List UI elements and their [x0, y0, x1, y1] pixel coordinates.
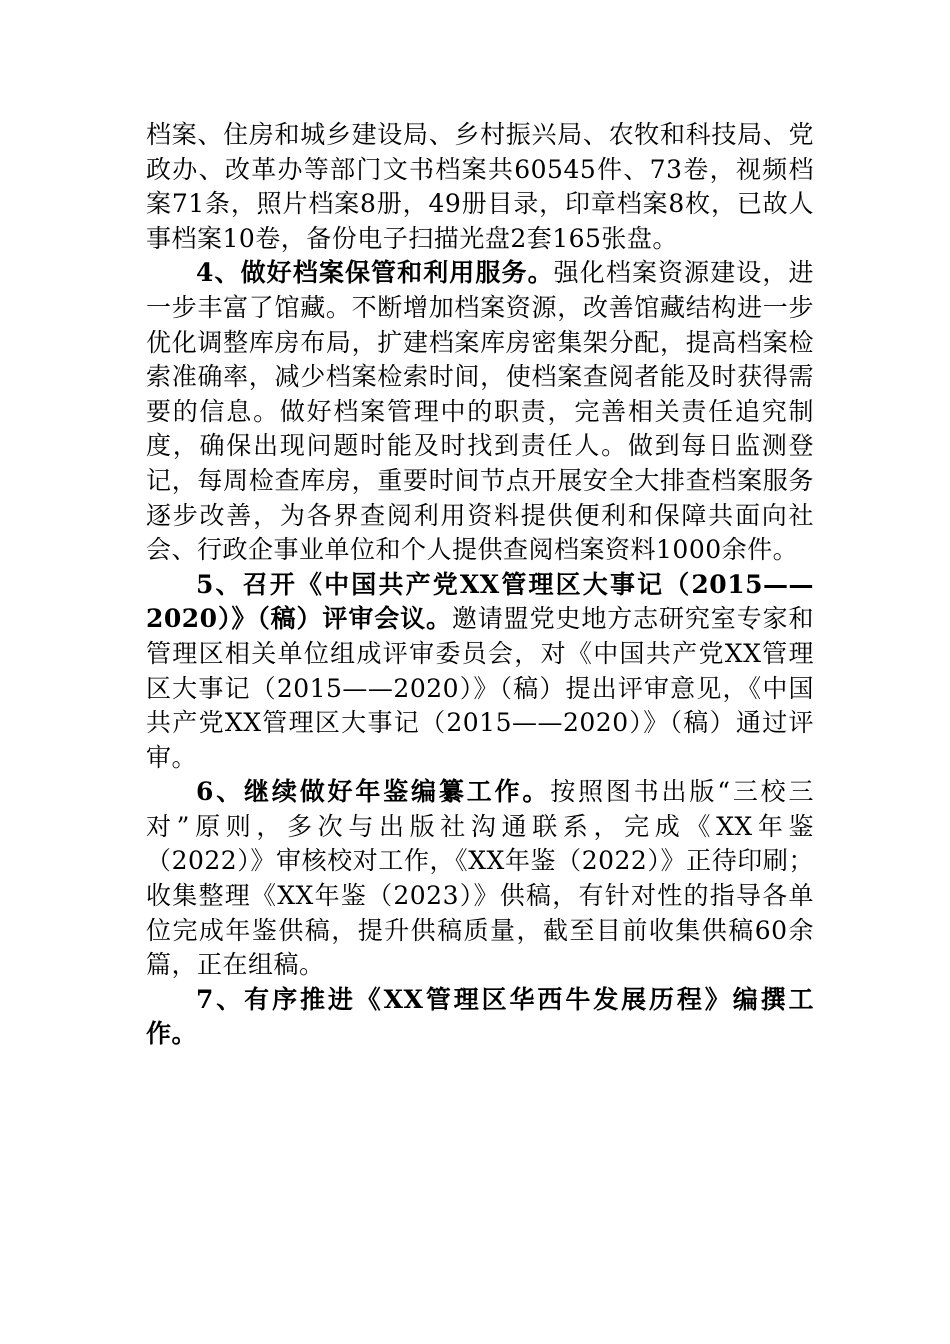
paragraph-archive-summary: [146, 118, 814, 256]
paragraph-text: 按照图书出版“三校三对”原则，多次与出版社沟通联系，完成《XX年鉴（2022）》审核校对工作，《XX年鉴（2022）》正待印刷；收集整理《XX年鉴（2023）》供稿，有针对性的指导各单位完成年鉴供稿，提升供稿质量，截至目前收集供稿60余篇，正在组稿。: [146, 777, 814, 980]
paragraph-text: 强化档案资源建设，进一步丰富了馆藏。不断增加档案资源，改善馆藏结构进一步优化调整库房布局，扩建档案库房密集架分配，提高档案检索准确率，减少档案检索时间，使档案查阅者能及时获得需要的信息。做好档案管理中的职责，完善相关责任追究制度，确保出现问题时能及时找到责任人。做到每日监测登记，每周检查库房，重要时间节点开展安全大排查档案服务逐步改善，为各界查阅利用资料提供便利和保障共面向社会、行政企事业单位和个人提供查阅档案资料1000余件。: [146, 258, 814, 565]
paragraph-text: 邀请盟党史地方志研究室专家和管理区相关单位组成评审委员会，对《中国共产党XX管理区大事记（2015——2020）》（稿）提出评审意见，《中国共产党XX管理区大事记（2015——2020）》（稿）通过评审。: [146, 604, 814, 772]
paragraph-history-compilation: [146, 983, 814, 1052]
paragraph-text: 档案、住房和城乡建设局、乡村振兴局、农牧和科技局、党政办、改革办等部门文书档案共60545件、73卷，视频档案71条，照片档案8册，49册目录，印章档案8枚，已故人事档案10卷，备份电子扫描光盘2套165张盘。: [146, 120, 814, 253]
document-body: [146, 118, 814, 1052]
paragraph-heading: 7、有序推进《XX管理区华西牛发展历程》编撰工作。: [146, 984, 814, 1049]
paragraph-yearbook: [146, 775, 814, 983]
paragraph-chronicle-review: [146, 568, 814, 776]
paragraph-heading: 5、召开《中国共产党XX管理区大事记（2015——2020）》（稿）评审会议。: [146, 569, 814, 634]
paragraph-heading: 6、继续做好年鉴编纂工作。: [196, 777, 551, 807]
paragraph-heading: 4、做好档案保管和利用服务。: [196, 258, 554, 288]
paragraph-archive-service: [146, 256, 814, 567]
